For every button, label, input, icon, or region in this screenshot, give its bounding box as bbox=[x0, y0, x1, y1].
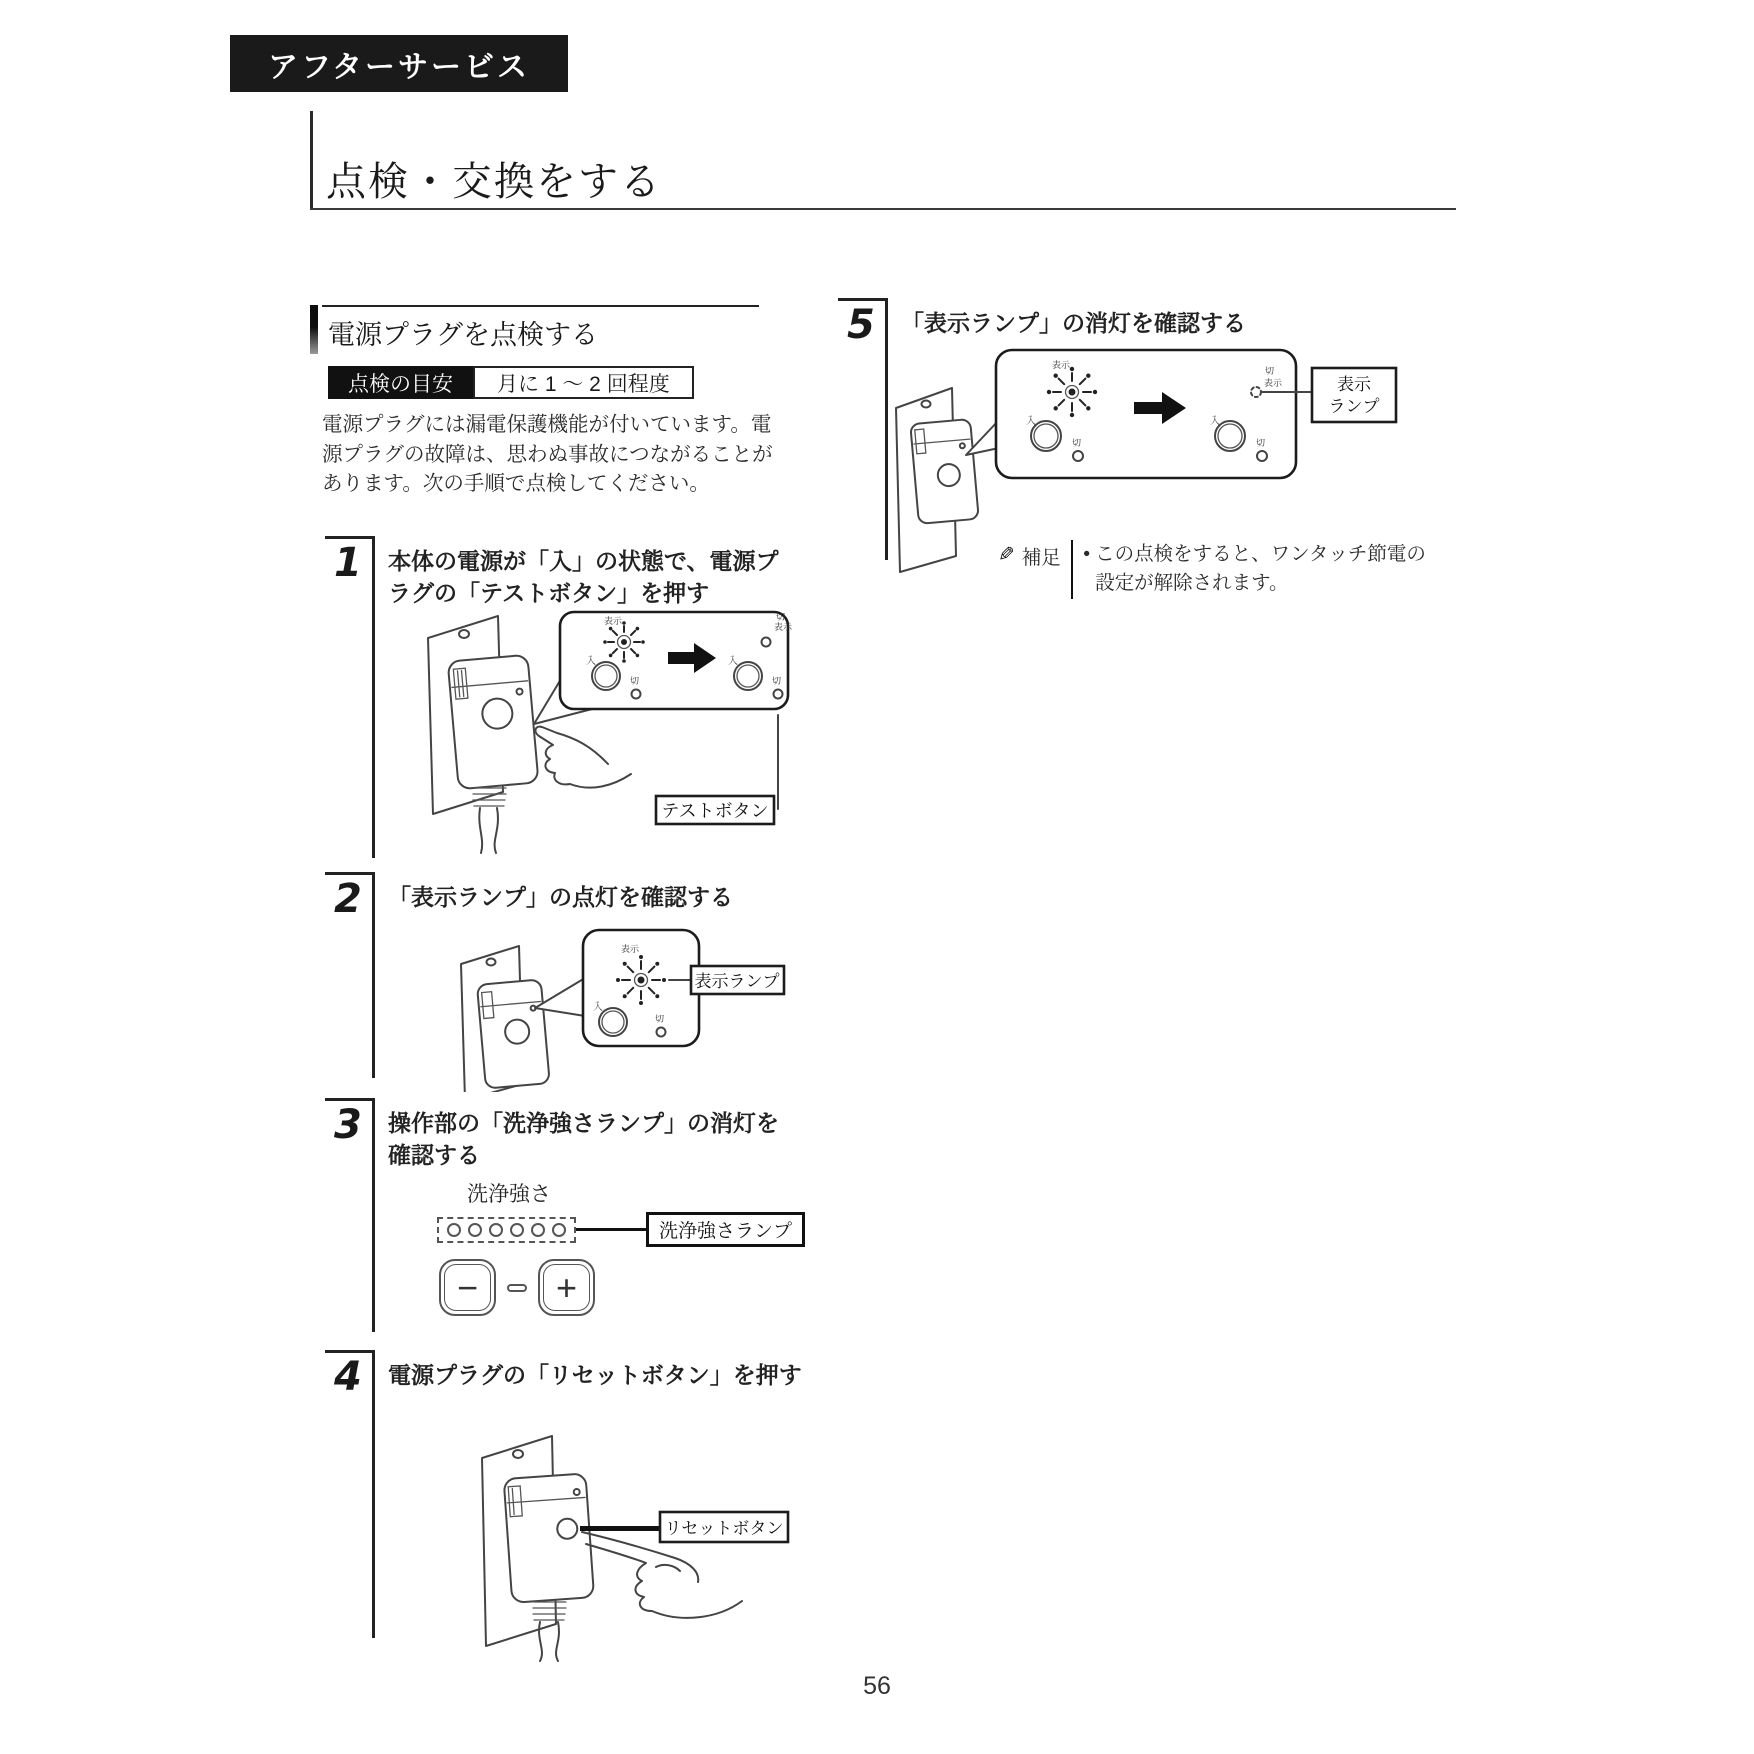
step-rule-right bbox=[372, 1350, 375, 1638]
off-label: 切 bbox=[776, 612, 786, 622]
step4-illustration bbox=[450, 1400, 795, 1662]
lamp-off-icon bbox=[468, 1223, 482, 1237]
off-label: 切 bbox=[655, 1014, 665, 1024]
step-heading: 本体の電源が「入」の状態で、電源プラグの「テストボタン」を押す bbox=[388, 548, 779, 607]
page-title: 点検・交換をする bbox=[326, 160, 662, 204]
indicator-lamp-lit-icon bbox=[616, 955, 666, 1005]
page-number: 56 bbox=[863, 1672, 891, 1700]
chapter-banner: アフターサービス bbox=[230, 35, 568, 92]
section-accent-bar bbox=[310, 305, 318, 354]
note-text: この点検をすると、ワンタッチ節電の設定が解除されます。 bbox=[1095, 543, 1426, 595]
lamp-off-icon bbox=[552, 1223, 566, 1237]
power-cord bbox=[473, 788, 506, 853]
indicator-lamp-lit-icon bbox=[1047, 367, 1097, 417]
supplement-note bbox=[998, 540, 1434, 599]
step3-illustration bbox=[437, 1178, 807, 1316]
on-label: 入 bbox=[1210, 416, 1220, 427]
title-accent-bar bbox=[310, 111, 313, 210]
lamp-label: 表示 bbox=[1264, 378, 1283, 388]
power-plug bbox=[910, 419, 978, 524]
hand bbox=[535, 727, 631, 788]
lamp-callout-label-line2: ランプ bbox=[1328, 397, 1380, 416]
indicator-panel-callout bbox=[535, 930, 699, 1046]
step-rule-top bbox=[325, 1098, 372, 1101]
badge-label: 点検の目安 bbox=[328, 366, 473, 399]
off-label: 切 bbox=[772, 676, 782, 686]
lamp-callout-label-line1: 表示 bbox=[1337, 375, 1371, 394]
note-label: 補足 bbox=[1021, 547, 1061, 569]
off-label: 切 bbox=[630, 676, 640, 686]
wash-strength-title: 洗浄強さ bbox=[467, 1183, 551, 1206]
lamp-off-icon bbox=[489, 1223, 503, 1237]
minus-glyph: − bbox=[456, 1266, 479, 1308]
power-plug bbox=[477, 979, 550, 1088]
off-label: 切 bbox=[1072, 438, 1082, 448]
indicator-panel-callout bbox=[534, 611, 793, 724]
wash-strength-lamp-callout-label: 洗浄強さランプ bbox=[646, 1212, 805, 1247]
lamp-callout-label: 表示ランプ bbox=[694, 972, 780, 991]
lamp-label: 表示 bbox=[621, 944, 640, 954]
indicator-lamp-lit-icon bbox=[603, 621, 645, 663]
step-rule-right bbox=[372, 1098, 375, 1332]
test-button-callout-label: テストボタン bbox=[661, 801, 769, 821]
wash-strength-buttons bbox=[439, 1259, 807, 1316]
minus-button-icon bbox=[439, 1259, 496, 1316]
plus-button-icon bbox=[538, 1259, 595, 1316]
button-separator bbox=[507, 1284, 527, 1292]
note-divider bbox=[1071, 540, 1073, 599]
step-number: 1 bbox=[334, 540, 362, 586]
off-label: 切 bbox=[1265, 366, 1275, 376]
step-number: 2 bbox=[334, 876, 362, 922]
power-cord bbox=[533, 1602, 566, 1661]
bullet-icon: • bbox=[1083, 543, 1091, 565]
intro-paragraph: 電源プラグには漏電保護機能が付いています。電源プラグの故障は、思わぬ事故につながることがあります。次の手順で点検してください。 bbox=[322, 413, 773, 496]
section-head-rule bbox=[322, 305, 759, 307]
step-number: 4 bbox=[334, 1354, 362, 1400]
hand bbox=[582, 1532, 742, 1618]
off-label: 切 bbox=[1256, 438, 1266, 448]
pencil-icon: ✎ bbox=[998, 544, 1015, 566]
plus-glyph: + bbox=[555, 1266, 578, 1308]
callout-connector bbox=[576, 1228, 646, 1231]
wash-strength-lamp-strip bbox=[437, 1217, 576, 1243]
step-heading: 電源プラグの「リセットボタン」を押す bbox=[388, 1362, 802, 1388]
lamp-off-icon bbox=[447, 1223, 461, 1237]
badge-value: 月に 1 ～ 2 回程度 bbox=[473, 366, 694, 399]
power-plug bbox=[504, 1473, 594, 1602]
on-label: 入 bbox=[728, 656, 738, 667]
step-heading: 「表示ランプ」の消灯を確認する bbox=[901, 310, 1246, 336]
step-heading: 操作部の「洗浄強さランプ」の消灯を確認する bbox=[388, 1110, 779, 1169]
step-rule-top bbox=[325, 536, 372, 539]
section-title: 電源プラグを点検する bbox=[328, 320, 598, 350]
on-label: 入 bbox=[1026, 416, 1036, 427]
reset-button-callout-label: リセットボタン bbox=[664, 1519, 784, 1538]
step5-illustration bbox=[878, 336, 1413, 573]
inspection-guide-badge bbox=[328, 366, 694, 399]
step-number: 5 bbox=[847, 302, 875, 348]
lamp-label: 表示 bbox=[604, 616, 623, 626]
step-rule-top bbox=[325, 872, 372, 875]
lamp-label: 表示 bbox=[1052, 360, 1071, 370]
step1-illustration bbox=[398, 596, 793, 854]
step2-illustration bbox=[443, 920, 788, 1092]
power-plug bbox=[448, 655, 539, 789]
step-rule-top bbox=[325, 1350, 372, 1353]
step-rule-right bbox=[372, 536, 375, 858]
on-label: 入 bbox=[593, 1002, 603, 1013]
indicator-panel-callout bbox=[966, 350, 1296, 478]
lamp-off-icon bbox=[510, 1223, 524, 1237]
step-heading: 「表示ランプ」の点灯を確認する bbox=[388, 884, 733, 910]
step-rule-top bbox=[838, 298, 885, 301]
lamp-off-icon bbox=[531, 1223, 545, 1237]
title-rule bbox=[310, 208, 1456, 210]
step-rule-right bbox=[372, 872, 375, 1078]
step-number: 3 bbox=[334, 1102, 362, 1148]
on-label: 入 bbox=[586, 656, 596, 667]
lamp-label: 表示 bbox=[774, 622, 793, 632]
